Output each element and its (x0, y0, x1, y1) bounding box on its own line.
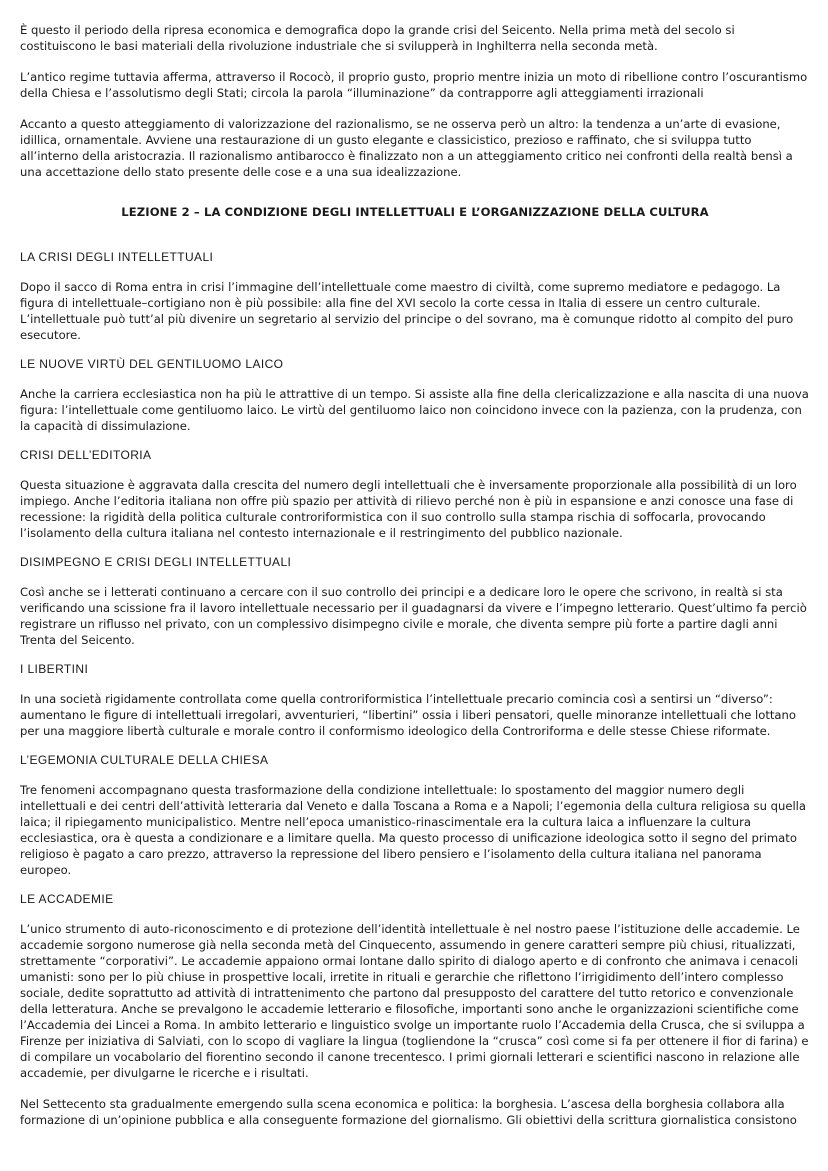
section-text-libertini: In una società rigidamente controllata come quella controriformistica l’intellettuale precario comincia così a sentirsi un “diverso”: aumentano le figure di intellettuali irregolari, avventurieri, “libertini” ossia i liberi pensatori, quelle minoranze intellettuali che lottano per una maggiore libertà culturale e morale contro il conformismo ideologico della Controriforma e delle stesse Chiese riformate. (20, 692, 796, 738)
section-text-accademie: L’unico strumento di auto-riconoscimento e di protezione dell’identità intellettuale è nel nostro paese l’istituzione delle accademie. Le accademie sorgono numerose già nella seconda metà del Cinquecento, assumendo in genere caratteri sempre più chiusi, ritualizzati, strettamente “corporativi”. Le accademie appaiono ormai lontane dallo spirito di dialogo aperto e di confronto che animava i cenacoli umanisti: sono per lo più chiuse in prospettive locali, irretite in rituali e gerarchie che riflettono l’irrigidimento dell’intero complesso sociale, dedite soprattutto ad attività di intrattenimento che partono dal presupposto del carattere del tutto retorico e convenzionale della letteratura. Anche se prevalgono le accademie letterario e filosofiche, importanti sono anche le organizzazioni scientifiche come l’Accademia dei Lincei a Roma. In ambito letterario e linguistico svolge un importante ruolo l’Accademia della Crusca, che si sviluppa a Firenze per iniziativa di Salviati, con lo scopo di vagliare la lingua (togliendone la “crusca” così come si fa per ottenere il fior di farina) e di compilare un vocabolario del fiorentino secondo il canone trecentesco. I primi giornali letterari e scientifici nascono in relazione alle accademie, per divulgarne le ricerche e i risultati. (20, 922, 809, 1080)
closing-paragraph: Nel Settecento sta gradualmente emergendo sulla scena economica e politica: la borghesia. L’ascesa della borghesia collabora alla formazione di un’opinione pubblica e alla conseguente formazione del giornalismo. Gli obiettivi della scrittura giornalistica consistono (20, 1097, 797, 1127)
intro-paragraph-1: È questo il periodo della ripresa economica e demografica dopo la grande crisi del Seicento. Nella prima metà del secolo si costituiscono le basi materiali della rivoluzione industriale che si svilupperà in Inghilterra nella seconda metà. (20, 23, 735, 53)
intro-paragraph-2: L’antico regime tuttavia afferma, attraverso il Rococò, il proprio gusto, proprio mentre inizia un moto di ribellione contro l’oscurantismo della Chiesa e l’assolutismo degli Stati; circola la parola “illuminazione” da contrapporre agli atteggiamenti irrazionali (20, 70, 808, 100)
document-page (20, 22, 810, 1143)
section-text-gentiluomo-laico: Anche la carriera ecclesiastica non ha più le attrattive di un tempo. Si assiste alla fine della clericalizzazione e alla nascita di una nuova figura: l’intellettuale come gentiluomo laico. Le virtù del gentiluomo laico non coincidono invece con la pazienza, con la prudenza, con la capacità di dissimulazione. (20, 387, 809, 433)
section-text-egemonia-chiesa: Tre fenomeni accompagnano questa trasformazione della condizione intellettuale: lo spostamento del maggior numero degli intellettuali e dei centri dell’attività letteraria dal Veneto e dalla Toscana a Roma e a Napoli; l’egemonia della cultura religiosa su quella laica; il ripiegamento municipalistico. Mentre nell’epoca umanistico-rinascimentale era la cultura laica a influenzare la cultura ecclesiastica, ora è questa a condizionare e a limitare quella. Ma questo processo di unificazione ideologica sotto il segno del primato religioso è pagato a caro prezzo, attraverso la repressione del libero pensiero e l’isolamento della cultura italiana nel panorama europeo. (20, 783, 807, 877)
section-heading-disimpegno: DISIMPEGNO E CRISI DEGLI INTELLETTUALI (20, 555, 292, 569)
lesson-title: LEZIONE 2 – LA CONDIZIONE DEGLI INTELLETTUALI E L’ORGANIZZAZIONE DELLA CULTURA (121, 205, 709, 219)
section-heading-gentiluomo-laico: LE NUOVE VIRTÙ DEL GENTILUOMO LAICO (20, 357, 284, 371)
section-heading-crisi-editoria: CRISI DELL’EDITORIA (20, 448, 152, 462)
intro-paragraph-3: Accanto a questo atteggiamento di valorizzazione del razionalismo, se ne osserva però un altro: la tendenza a un’arte di evasione, idillica, ornamentale. Avviene una restaurazione di un gusto elegante e classicistico, prezioso e raffinato, che si sviluppa tutto all’interno della aristocrazia. Il razionalismo antibarocco è finalizzato non a un atteggiamento critico nei confronti della realtà bensì a una accettazione dello stato presente delle cose e a una sua idealizzazione. (20, 117, 793, 179)
section-text-disimpegno: Così anche se i letterati continuano a cercare con il suo controllo dei principi e a dedicare loro le opere che scrivono, in realtà si sta verificando una scissione fra il lavoro intellettuale necessario per il guadagnarsi da vivere e l’impegno letterario. Quest’ultimo fa perciò registrare un riflusso nel privato, con un complessivo disimpegno civile e morale, che diventa sempre più forte a partire dagli anni Trenta del Seicento. (20, 585, 807, 647)
section-heading-egemonia-chiesa: L’EGEMONIA CULTURALE DELLA CHIESA (20, 753, 269, 767)
section-heading-libertini: I LIBERTINI (20, 662, 89, 676)
section-text-crisi-editoria: Questa situazione è aggravata dalla crescita del numero degli intellettuali che è inversamente proporzionale alla possibilità di un loro impiego. Anche l’editoria italiana non offre più spazio per attività di rilievo perché non è più in espansione e anzi conosce una fase di recessione: la rigidità della politica culturale controriformistica con il suo controllo sulla stampa rischia di soffocarla, provocando l’isolamento della cultura italiana nel contesto internazionale e il restringimento del pubblico nazionale. (20, 478, 797, 540)
section-text-crisi-intellettuali: Dopo il sacco di Roma entra in crisi l’immagine dell’intellettuale come maestro di civiltà, come supremo mediatore e pedagogo. La figura di intellettuale–cortigiano non è più possibile: alla fine del XVI secolo la corte cessa in Italia di essere un centro culturale. L’intellettuale può tutt’al più divenire un segretario al servizio del principe o del sovrano, ma è comunque ridotto al compito del puro esecutore. (20, 280, 794, 342)
section-heading-crisi-intellettuali: LA CRISI DEGLI INTELLETTUALI (20, 250, 214, 264)
section-heading-accademie: LE ACCADEMIE (20, 892, 114, 906)
